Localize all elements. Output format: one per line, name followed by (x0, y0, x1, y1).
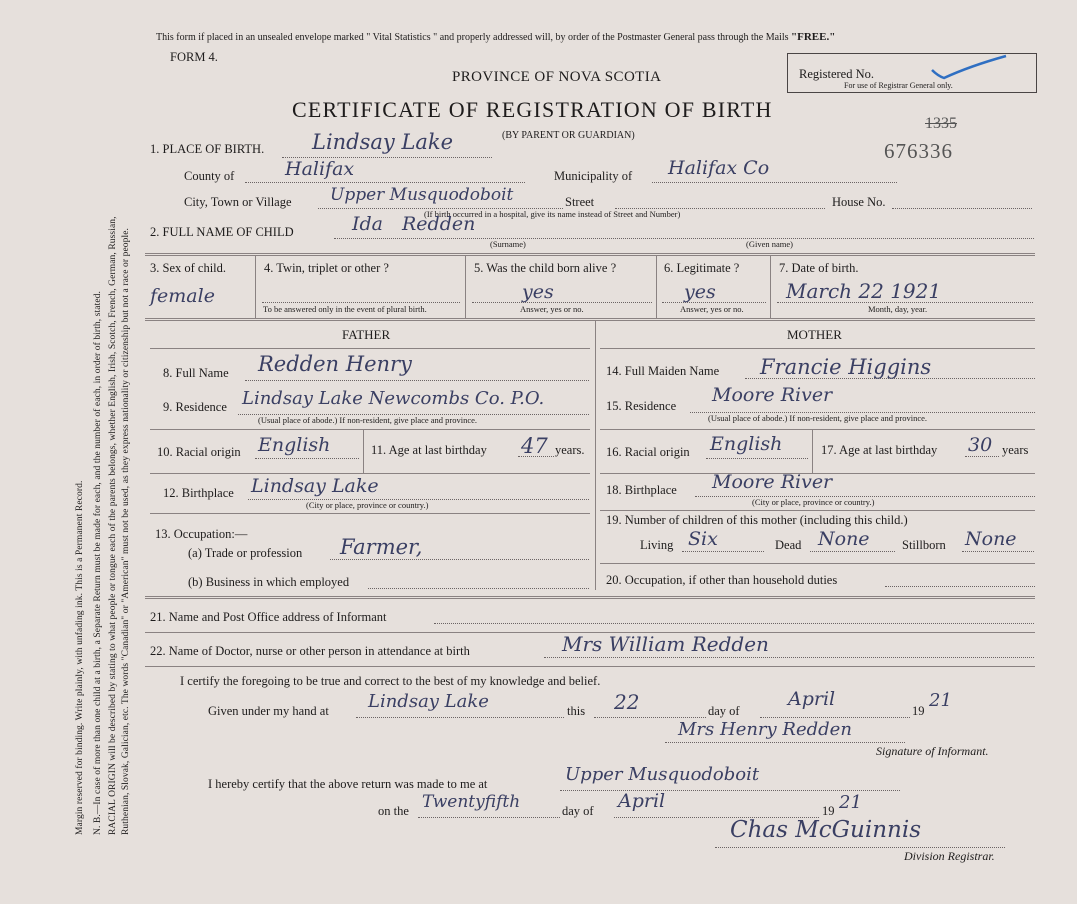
margin-line-2: N. B.—In case of more than one child at a birth, a Separate Return must be made for each, and the number of each, in order of birth, stated. (93, 291, 103, 835)
trade-label: (a) Trade or profession (188, 546, 303, 560)
mother-occupation-label: 20. Occupation, if other than household duties (606, 573, 838, 587)
stillborn-label: Stillborn (902, 538, 946, 552)
municipality-label: Municipality of (554, 169, 633, 183)
parents-divider (595, 320, 596, 590)
certificate-title: CERTIFICATE OF REGISTRATION OF BIRTH (292, 97, 773, 122)
county-line (245, 182, 525, 183)
surname-note: (Surname) (490, 239, 526, 249)
made-day-value: Twentyfifth (422, 792, 521, 812)
postal-notice: This form if placed in an unsealed envelope marked " Vital Statistics " and properly addressed will, by order of the Postmaster General pass through the Mails "FREE." (156, 31, 836, 43)
mother-residence-value: Moore River (712, 384, 833, 406)
year-prefix-2: 19 (822, 804, 835, 818)
margin-line-1: Margin reserved for binding. Write plainly, with unfading ink. This is a Permanent Record. (75, 480, 85, 835)
mother-racial-label: 16. Racial origin (606, 445, 690, 459)
mother-years-label: years (1002, 443, 1029, 457)
city-label: City, Town or Village (184, 195, 292, 209)
given-under-label: Given under my hand at (208, 704, 329, 718)
hereby-label: I hereby certify that the above return was made to me at (208, 777, 488, 791)
signature-informant-label: Signature of Informant. (876, 744, 989, 758)
on-the-label: on the (378, 804, 409, 818)
margin-line-4: Ruthenian, Slovak, Galician, etc. The words "Canadian" or "American" must not be used, as they express nationality or citizenship but not a race or people. (121, 227, 131, 835)
legitimate-label: 6. Legitimate ? (664, 261, 740, 275)
mother-birthplace-note: (City or place, province or country.) (752, 497, 875, 507)
informant-label: 21. Name and Post Office address of Informant (150, 610, 387, 624)
given-month-value: April (788, 688, 836, 710)
father-birthplace-value: Lindsay Lake (251, 475, 379, 497)
registration-number: 676336 (884, 139, 953, 163)
place-of-birth-label: 1. PLACE OF BIRTH. (150, 142, 265, 156)
father-age-value: 47 (521, 434, 548, 458)
made-month-value: April (618, 790, 666, 812)
father-name-label: 8. Full Name (163, 366, 229, 380)
father-residence-label: 9. Residence (163, 400, 227, 414)
given-day-value: 22 (614, 690, 640, 714)
living-label: Living (640, 538, 674, 552)
municipality-value: Halifax Co (668, 157, 770, 179)
county-label: County of (184, 169, 235, 183)
father-birthplace-label: 12. Birthplace (163, 486, 234, 500)
dead-value: None (818, 528, 870, 550)
father-birthplace-note: (City or place, province or country.) (306, 500, 429, 510)
margin-line-3: RACIAL ORIGIN will be described by stating to what people or tongue each of the parents belongs, whether English, Irish, Scotch, French, German, Russian, (108, 216, 118, 835)
form-number: FORM 4. (170, 50, 218, 64)
made-year-value: 21 (839, 792, 862, 813)
house-no-line (892, 208, 1032, 209)
legitimate-note: Answer, yes or no. (680, 304, 744, 314)
twin-label: 4. Twin, triplet or other ? (264, 261, 389, 275)
child-name-label: 2. FULL NAME OF CHILD (150, 225, 294, 239)
certificate-subtitle: (BY PARENT OR GUARDIAN) (502, 130, 635, 141)
sex-value: female (150, 285, 215, 307)
division-registrar-label: Division Registrar. (904, 849, 995, 863)
struck-number: 1335 (925, 115, 957, 132)
mother-name-value: Francie Higgins (760, 355, 932, 379)
municipality-line (652, 182, 897, 183)
twin-note: To be answered only in the event of plural birth. (263, 304, 427, 314)
child-given-value: Redden (402, 213, 476, 235)
mother-residence-note: (Usual place of abode.) If non-resident, give place and province. (708, 413, 928, 423)
sex-label: 3. Sex of child. (150, 261, 227, 275)
father-racial-label: 10. Racial origin (157, 445, 241, 459)
born-alive-label: 5. Was the child born alive ? (474, 261, 617, 275)
father-residence-note: (Usual place of abode.) If non-resident, give place and province. (258, 415, 478, 425)
check-mark-icon (930, 54, 1010, 80)
province-heading: PROVINCE OF NOVA SCOTIA (452, 69, 662, 85)
father-name-value: Redden Henry (258, 352, 412, 376)
occupation-label: 13. Occupation:— (155, 527, 248, 541)
date-of-birth-label: 7. Date of birth. (779, 261, 859, 275)
year-prefix: 19 (912, 704, 925, 718)
mother-birthplace-value: Moore River (712, 471, 833, 493)
mother-age-label: 17. Age at last birthday (821, 443, 938, 457)
street-label: Street (565, 195, 595, 209)
doctor-value: Mrs William Redden (562, 632, 769, 656)
mother-age-value: 30 (968, 434, 993, 456)
hospital-note: (If birth occurred in a hospital, give its name instead of Street and Number) (424, 209, 681, 219)
date-note: Month, day, year. (868, 304, 928, 314)
dead-label: Dead (775, 538, 802, 552)
given-place-value: Lindsay Lake (368, 691, 489, 712)
mother-residence-label: 15. Residence (606, 399, 677, 413)
date-of-birth-value: March 22 1921 (786, 279, 942, 303)
children-label: 19. Number of children of this mother (including this child.) (606, 513, 908, 527)
registered-label: Registered No. (799, 67, 874, 81)
father-age-label: 11. Age at last birthday (371, 443, 487, 457)
living-value: Six (688, 528, 718, 550)
city-value: Upper Musquodoboit (330, 185, 514, 205)
born-alive-value: yes (522, 281, 554, 303)
child-name-line (334, 238, 1034, 239)
mother-racial-value: English (710, 433, 783, 455)
mother-heading: MOTHER (787, 327, 842, 342)
house-no-label: House No. (832, 195, 886, 209)
rule-row3-top (145, 253, 1035, 256)
certify-statement: I certify the foregoing to be true and correct to the best of my knowledge and belief. (180, 674, 601, 688)
day-of-label-2: day of (562, 804, 594, 818)
rule-parents-top (145, 318, 1035, 321)
doctor-label: 22. Name of Doctor, nurse or other person in attendance at birth (150, 644, 470, 658)
given-name-note: (Given name) (746, 239, 793, 249)
stillborn-value: None (965, 528, 1017, 550)
place-of-birth-value: Lindsay Lake (312, 130, 454, 154)
legitimate-value: yes (684, 281, 716, 303)
father-heading: FATHER (342, 327, 391, 342)
child-surname-value: Ida (352, 213, 383, 235)
county-value: Halifax (285, 158, 355, 180)
registrar-signature: Chas McGuinnis (730, 817, 921, 843)
father-years-label: years. (555, 443, 585, 457)
born-alive-note: Answer, yes or no. (520, 304, 584, 314)
this-label: this (567, 704, 586, 718)
made-place-value: Upper Musquodoboit (565, 764, 760, 785)
informant-signature: Mrs Henry Redden (678, 719, 852, 740)
father-trade-value: Farmer, (340, 535, 423, 559)
father-residence-value: Lindsay Lake Newcombs Co. P.O. (242, 388, 545, 409)
registrar-use-note: For use of Registrar General only. (844, 81, 953, 90)
day-of-label: day of (708, 704, 740, 718)
business-label: (b) Business in which employed (188, 575, 350, 589)
mother-name-label: 14. Full Maiden Name (606, 364, 720, 378)
mother-birthplace-label: 18. Birthplace (606, 483, 677, 497)
father-racial-value: English (258, 434, 331, 456)
given-year-value: 21 (929, 690, 952, 711)
rule-informant-top (145, 596, 1035, 599)
